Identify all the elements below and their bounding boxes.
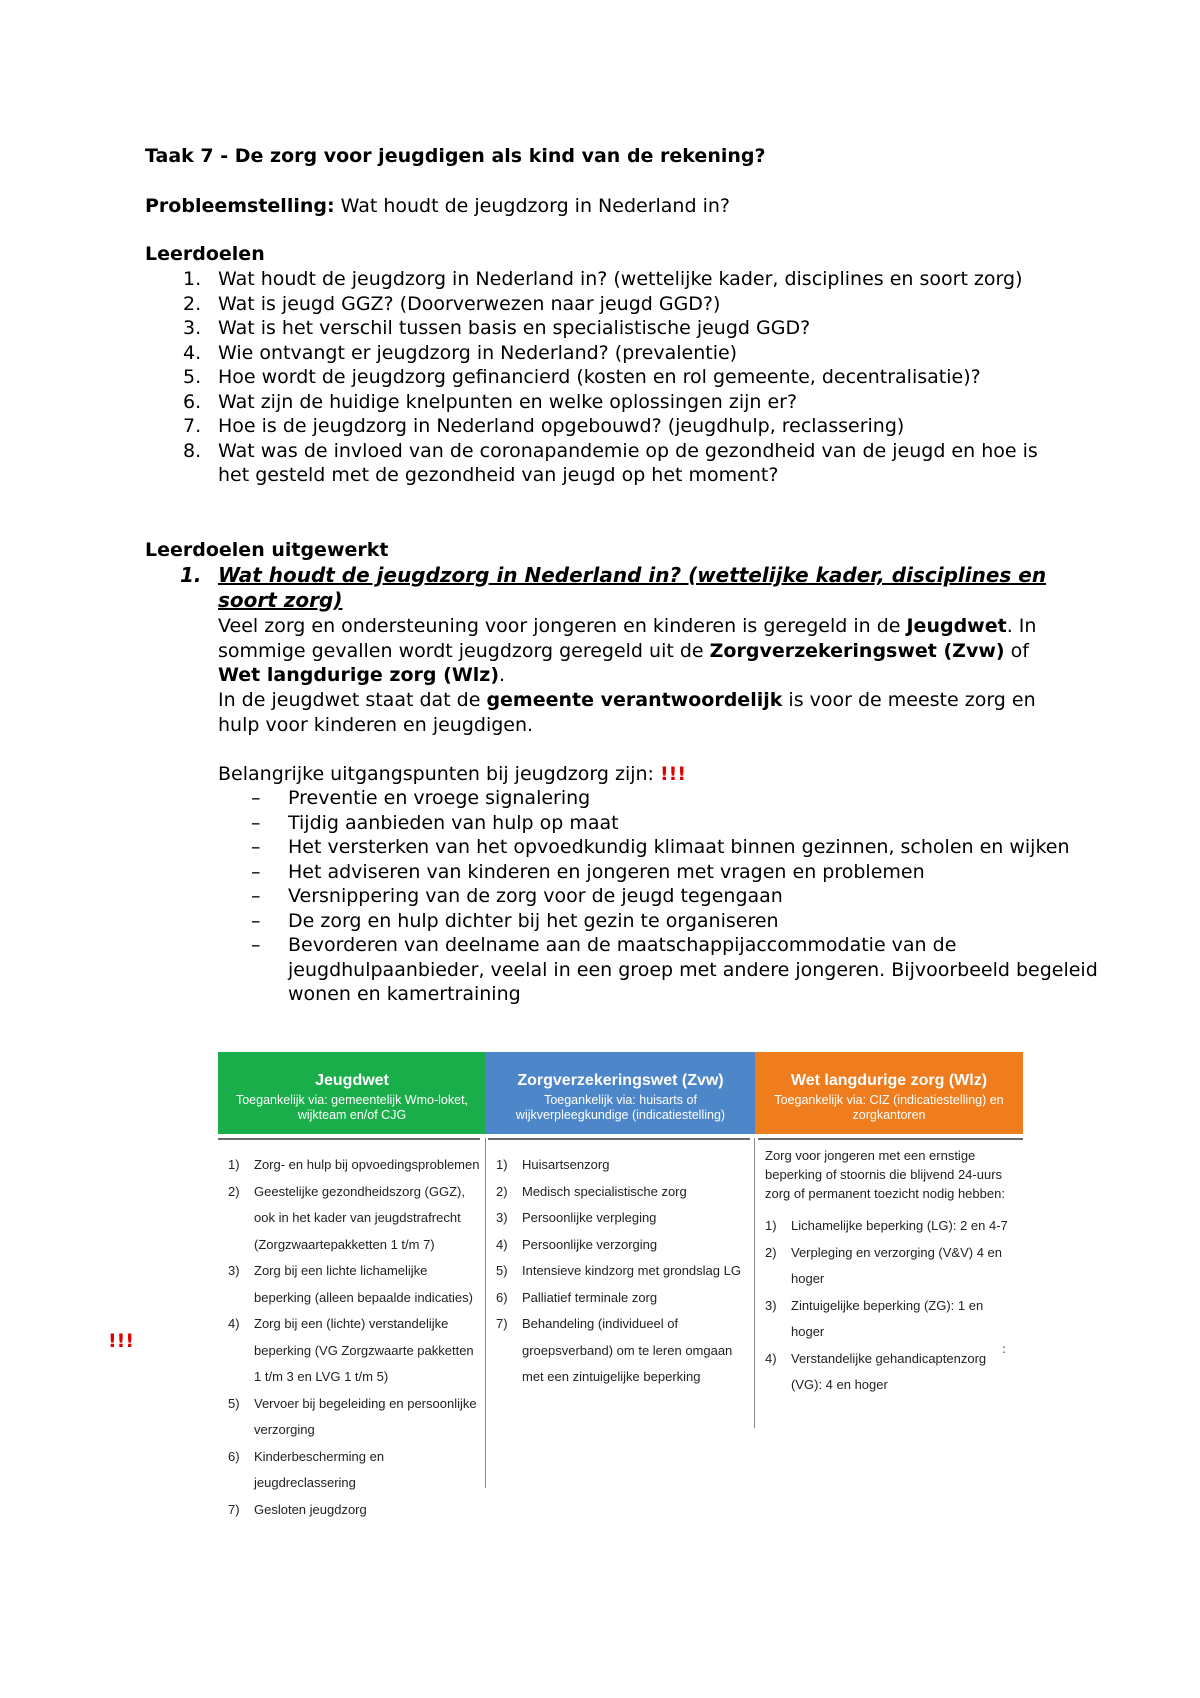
bold-term: Zorgverzekeringswet (Zvw) — [709, 639, 1005, 662]
item-number: 4) — [496, 1236, 508, 1252]
list-item — [145, 341, 1045, 366]
table-item — [486, 1285, 748, 1312]
uitgewerkt-heading: Leerdoelen uitgewerkt — [145, 539, 389, 561]
list-item — [218, 909, 1098, 934]
list-item — [145, 316, 1045, 341]
exclamation-mark: !!! — [660, 763, 686, 785]
table-item — [218, 1497, 480, 1524]
table-item — [486, 1205, 748, 1232]
item-number: 3) — [765, 1297, 777, 1313]
text-span: of — [1004, 639, 1029, 662]
margin-exclamation: !!! — [108, 1330, 134, 1352]
item-text: Geestelijke gezondheidszorg (GGZ), ook in het kader van jeugdstrafrecht (Zorgzwaartepakketten 1 t/m 7) — [254, 1183, 465, 1252]
list-item — [145, 267, 1045, 292]
list-text: Hoe wordt de jeugdzorg gefinancierd (kosten en rol gemeente, decentralisatie)? — [218, 366, 981, 388]
list-text: Wat is jeugd GGZ? (Doorverwezen naar jeugd GGD?) — [218, 292, 721, 315]
zvw-column — [486, 1152, 748, 1391]
table-item — [486, 1179, 748, 1206]
table-item — [755, 1240, 1017, 1293]
list-text: Wat houdt de jeugdzorg in Nederland in? (wettelijke kader, disciplines en soort zorg) — [218, 268, 1023, 290]
wlz-column — [755, 1146, 1017, 1399]
zorg-wetten-table — [218, 1052, 1023, 1622]
stray-mark: : — [1002, 1342, 1007, 1356]
wlz-intro: Zorg voor jongeren met een ernstige beperking of stoornis die blijvend 24-uurs zorg of permanent toezicht nodig hebben: — [765, 1148, 1005, 1201]
list-item — [145, 365, 1045, 390]
list-text: Wie ontvangt er jeugdzorg in Nederland? (prevalentie) — [218, 341, 738, 364]
paragraph-uitgangspunten — [218, 762, 1068, 787]
list-item — [145, 292, 1045, 317]
dash-bullet: – — [251, 934, 261, 956]
bold-term: Wet langdurige zorg (Wlz) — [218, 664, 500, 686]
column-divider — [218, 1138, 480, 1140]
item-number: 3) — [228, 1263, 240, 1278]
dash-bullet: – — [251, 885, 261, 907]
item-text: Verstandelijke gehandicaptenzorg (VG): 4 en hoger — [791, 1350, 987, 1392]
text-span: Veel zorg en ondersteuning voor jongeren en kinderen is geregeld in de — [218, 615, 907, 637]
text-span: is voor de meeste zorg en hulp voor kinderen en jeugdigen. — [218, 689, 1036, 736]
item-number: 5) — [228, 1395, 240, 1411]
section-heading: Wat houdt de jeugdzorg in Nederland in? (wettelijke kader, disciplines en soort zorg) — [218, 563, 1047, 612]
list-number: 8. — [183, 439, 202, 462]
item-number: 2) — [765, 1244, 777, 1260]
item-number: 2) — [228, 1183, 240, 1199]
table-item — [218, 1258, 480, 1311]
leerdoelen-heading: Leerdoelen — [145, 243, 265, 265]
bold-term: gemeente verantwoordelijk — [486, 689, 783, 711]
column-divider — [758, 1138, 1023, 1140]
list-number: 4. — [183, 341, 202, 364]
item-text: Vervoer bij begeleiding en persoonlijke verzorging — [254, 1395, 477, 1437]
text-span: . — [499, 664, 506, 686]
item-text: Palliatief terminale zorg — [522, 1289, 658, 1305]
table-item — [755, 1346, 1017, 1399]
list-item — [145, 439, 1045, 488]
dash-bullet: – — [251, 860, 261, 883]
list-text: Versnippering van de zorg voor de jeugd tegengaan — [288, 885, 783, 907]
leerdoelen-list — [145, 267, 1045, 488]
item-number: 2) — [496, 1183, 508, 1199]
item-number: 4) — [228, 1316, 240, 1331]
list-text: Wat was de invloed van de coronapandemie op de gezondheid van de jeugd en hoe is het gesteld met de gezondheid van jeugd op het moment? — [218, 439, 1038, 486]
column-subtitle: Toegankelijk via: gemeentelijk Wmo-loket, wijkteam en/of CJG — [235, 1093, 469, 1122]
list-text: Tijdig aanbieden van hulp op maat — [288, 811, 619, 834]
paragraph-jeugdwet — [218, 614, 1068, 688]
wlz-header — [755, 1052, 1023, 1134]
column-title: Jeugdwet — [315, 1072, 389, 1089]
list-item — [218, 786, 1098, 811]
page-title: Taak 7 - De zorg voor jeugdigen als kind van de rekening? — [145, 145, 766, 167]
table-item — [755, 1213, 1017, 1240]
table-item — [486, 1232, 748, 1259]
item-text: Zintuigelijke beperking (ZG): 1 en hoger — [791, 1297, 984, 1339]
list-text: De zorg en hulp dichter bij het gezin te organiseren — [288, 909, 779, 932]
list-number: 6. — [183, 390, 202, 413]
list-item — [218, 933, 1098, 1007]
item-text: Persoonlijke verzorging — [522, 1236, 658, 1252]
item-number: 4) — [765, 1350, 777, 1366]
table-item — [218, 1152, 480, 1179]
zvw-header — [486, 1052, 755, 1134]
section-number: 1. — [180, 563, 202, 587]
item-text: Zorg bij een lichte lichamelijke beperking (alleen bepaalde indicaties) — [254, 1263, 473, 1305]
problem-statement — [145, 195, 730, 217]
list-text: Bevorderen van deelname aan de maatschappijaccommodatie van de jeugdhulpaanbieder, veelal in een groep met andere jongeren. Bijvoorbeeld begeleid wonen en kamertraining — [288, 934, 1098, 1005]
column-title: Wet langdurige zorg (Wlz) — [790, 1072, 988, 1089]
item-text: Zorg bij een (lichte) verstandelijke beperking (VG Zorgzwaarte pakketten 1 t/m 3 en LVG 1 t/m 5) — [254, 1316, 474, 1384]
list-item — [218, 860, 1098, 885]
column-subtitle: Toegankelijk via: huisarts of wijkverpleegkundige (indicatiestelling) — [515, 1093, 726, 1122]
item-text: Medisch specialistische zorg — [522, 1183, 687, 1199]
item-number: 6) — [228, 1448, 240, 1464]
problem-label: Probleemstelling: — [145, 195, 335, 217]
table-item — [486, 1258, 748, 1285]
item-number: 5) — [496, 1263, 508, 1278]
list-text: Wat zijn de huidige knelpunten en welke oplossingen zijn er? — [218, 390, 798, 413]
dash-bullet: – — [251, 836, 261, 858]
problem-text: Wat houdt de jeugdzorg in Nederland in? — [334, 195, 730, 217]
list-number: 2. — [183, 292, 202, 315]
item-number: 1) — [496, 1157, 508, 1172]
item-number: 1) — [228, 1157, 240, 1172]
item-text: Lichamelijke beperking (LG): 2 en 4-7 — [791, 1218, 1008, 1233]
paragraph-gemeente — [218, 688, 1068, 737]
jeugdwet-column — [218, 1152, 480, 1523]
table-item — [218, 1391, 480, 1444]
item-text: Zorg- en hulp bij opvoedingsproblemen — [254, 1157, 480, 1172]
item-text: Kinderbescherming en jeugdreclassering — [254, 1448, 385, 1490]
list-number: 1. — [183, 268, 202, 290]
dash-bullet: – — [251, 787, 261, 809]
dash-bullet: – — [251, 909, 261, 932]
table-item — [218, 1444, 480, 1497]
list-item — [218, 884, 1098, 909]
uitgangspunten-list — [218, 786, 1098, 1007]
item-text: Behandeling (individueel of groepsverband) om te leren omgaan met een zintuigelijke beperking — [522, 1316, 733, 1384]
list-text: Het versterken van het opvoedkundig klimaat binnen gezinnen, scholen en wijken — [288, 836, 1070, 858]
table-item — [755, 1293, 1017, 1346]
item-text: Gesloten jeugdzorg — [254, 1501, 367, 1517]
text-span: In de jeugdwet staat dat de — [218, 689, 487, 711]
item-text: Intensieve kindzorg met grondslag LG — [522, 1263, 741, 1278]
column-subtitle: Toegankelijk via: CIZ (indicatiestelling) en zorgkantoren — [774, 1093, 1004, 1122]
list-item — [218, 835, 1098, 860]
list-item — [145, 390, 1045, 415]
item-text: Persoonlijke verpleging — [522, 1210, 657, 1225]
item-number: 3) — [496, 1210, 508, 1225]
item-number: 7) — [496, 1316, 508, 1331]
list-item — [218, 811, 1098, 836]
item-number: 1) — [765, 1218, 777, 1233]
list-text: Preventie en vroege signalering — [288, 787, 591, 809]
table-item — [486, 1152, 748, 1179]
list-text: Het adviseren van kinderen en jongeren met vragen en problemen — [288, 860, 925, 883]
table-item — [486, 1311, 748, 1391]
bold-term: Jeugdwet — [906, 615, 1007, 637]
item-text: Huisartsenzorg — [522, 1157, 610, 1172]
list-text: Wat is het verschil tussen basis en specialistische jeugd GGD? — [218, 317, 811, 339]
item-text: Verpleging en verzorging (V&V) 4 en hoger — [791, 1244, 1003, 1286]
column-divider — [488, 1138, 750, 1140]
text-span: Belangrijke uitgangspunten bij jeugdzorg zijn: — [218, 763, 660, 785]
text-span: . In sommige gevallen wordt jeugdzorg geregeld uit de — [218, 615, 1037, 662]
item-number: 6) — [496, 1289, 508, 1305]
dash-bullet: – — [251, 811, 261, 834]
list-item — [145, 414, 1045, 439]
item-number: 7) — [228, 1501, 240, 1517]
table-item — [218, 1179, 480, 1259]
list-number: 3. — [183, 317, 202, 339]
list-number: 5. — [183, 366, 202, 388]
table-item — [218, 1311, 480, 1391]
column-title: Zorgverzekeringswet (Zvw) — [517, 1072, 724, 1089]
list-number: 7. — [183, 415, 202, 437]
list-text: Hoe is de jeugdzorg in Nederland opgebouwd? (jeugdhulp, reclassering) — [218, 415, 905, 437]
jeugdwet-header — [218, 1052, 486, 1134]
